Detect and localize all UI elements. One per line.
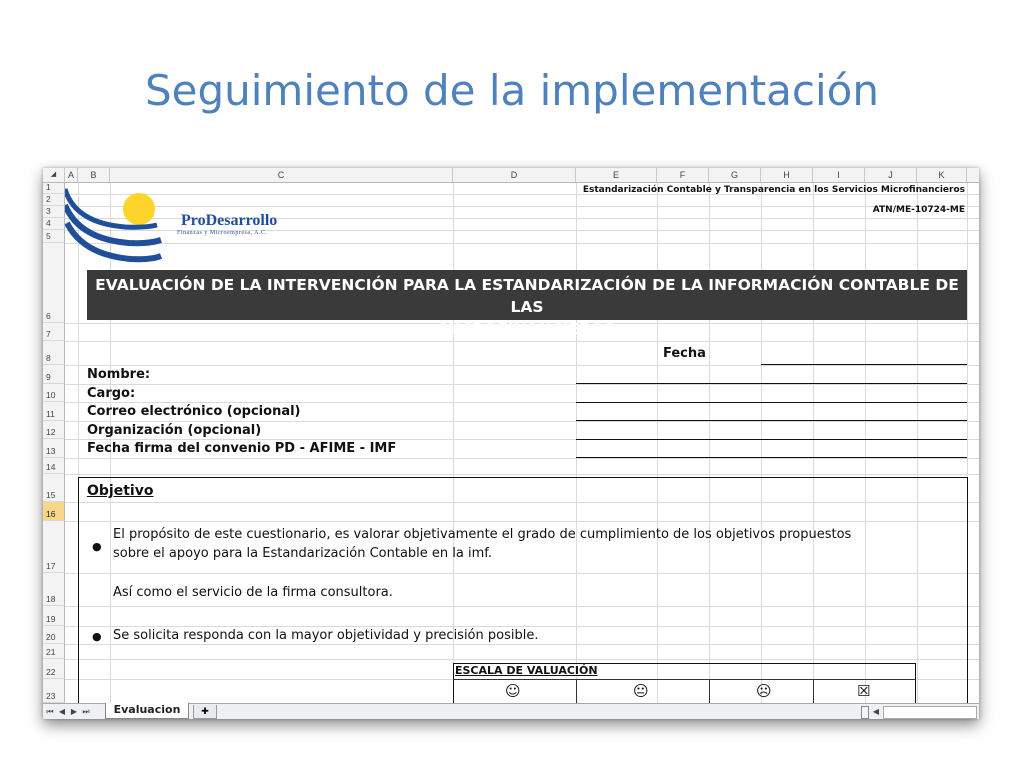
project-code: ATN/ME-10724-ME xyxy=(872,205,965,215)
fecha-label: Fecha xyxy=(663,346,706,361)
frown-face-icon[interactable]: ☹ xyxy=(756,682,772,700)
logo-tagline: Finanzas y Microempresa, A.C. xyxy=(177,230,268,236)
column-header-bar xyxy=(43,168,979,183)
worksheet[interactable] xyxy=(43,168,979,703)
field-label-cargo: Cargo: xyxy=(87,386,136,401)
banner-line-2: MICROFINANCIERAS xyxy=(439,320,615,338)
x-box-icon[interactable]: ☒ xyxy=(857,682,871,700)
column-header-k[interactable]: K xyxy=(917,168,967,182)
column-header-h[interactable]: H xyxy=(761,168,813,182)
row-header[interactable]: 12 xyxy=(43,421,65,439)
sheet-tab-evaluacion[interactable]: Evaluacion xyxy=(105,703,189,719)
row-header[interactable]: 23 xyxy=(43,679,65,703)
column-header-d[interactable]: D xyxy=(453,168,576,182)
column-header-a[interactable]: A xyxy=(65,168,78,182)
fecha-field[interactable] xyxy=(761,364,967,365)
bullet-icon: ● xyxy=(92,540,102,553)
last-sheet-icon[interactable]: ⏭ xyxy=(82,707,90,716)
first-sheet-icon[interactable]: ⏮ xyxy=(46,707,54,716)
row-header[interactable]: 13 xyxy=(43,439,65,458)
objetivo-heading: Objetivo xyxy=(87,483,154,499)
nombre-field[interactable] xyxy=(576,383,967,384)
objetivo-text-line3: Así como el servicio de la firma consultora. xyxy=(113,585,393,600)
smile-icon[interactable]: ☺ xyxy=(505,682,521,700)
row-header[interactable]: 7 xyxy=(43,323,65,341)
select-all-corner[interactable]: ◢ xyxy=(43,168,65,182)
prodesarrollo-logo-icon xyxy=(65,183,185,273)
row-header[interactable]: 14 xyxy=(43,458,65,474)
row-header[interactable]: 2 xyxy=(43,194,65,206)
column-header-f[interactable]: F xyxy=(657,168,709,182)
column-header-g[interactable]: G xyxy=(709,168,761,182)
column-header-c[interactable]: C xyxy=(110,168,453,182)
row-header[interactable]: 9 xyxy=(43,365,65,384)
row-header[interactable]: 10 xyxy=(43,384,65,402)
organizacion-field[interactable] xyxy=(576,439,967,440)
slide-title: Seguimiento de la implementación xyxy=(144,66,879,115)
row-header[interactable]: 8 xyxy=(43,341,65,365)
row-header[interactable]: 1 xyxy=(43,183,65,194)
row-header[interactable]: 4 xyxy=(43,218,65,230)
row-header[interactable]: 6 xyxy=(43,243,65,323)
row-header[interactable]: 11 xyxy=(43,402,65,421)
prev-sheet-icon[interactable]: ◀ xyxy=(58,707,66,716)
objetivo-text-line1: El propósito de este cuestionario, es valorar objetivamente el grado de cumplimiento de los objetivos propuestos xyxy=(113,527,852,542)
neutral-face-icon[interactable]: 😐 xyxy=(633,682,649,700)
row-header[interactable]: 17 xyxy=(43,521,65,573)
column-header-j[interactable]: J xyxy=(865,168,917,182)
scroll-left-icon[interactable]: ◀ xyxy=(872,707,880,716)
split-handle[interactable] xyxy=(861,706,869,719)
instruction-text: Se solicita responda con la mayor objetividad y precisión posible. xyxy=(113,628,539,643)
objetivo-text-line2: sobre el apoyo para la Estandarización Contable en la imf. xyxy=(113,546,493,561)
logo-name: ProDesarrollo xyxy=(181,212,278,229)
escala-heading: ESCALA DE VALUACIÓN xyxy=(455,664,598,677)
sheet-tabs-bar xyxy=(43,703,979,719)
row-header[interactable]: 5 xyxy=(43,230,65,243)
field-label-nombre: Nombre: xyxy=(87,367,151,382)
row-header[interactable]: 19 xyxy=(43,606,65,626)
spreadsheet-screenshot xyxy=(43,168,979,719)
form-title-banner xyxy=(87,270,967,338)
row-header[interactable]: 22 xyxy=(43,659,65,679)
field-label-organizacion: Organización (opcional) xyxy=(87,423,262,438)
project-title: Estandarización Contable y Transparencia en los Servicios Microfinancieros xyxy=(582,185,965,195)
column-header-i[interactable]: I xyxy=(813,168,865,182)
field-label-correo: Correo electrónico (opcional) xyxy=(87,404,301,419)
row-header[interactable]: 15 xyxy=(43,474,65,502)
next-sheet-icon[interactable]: ▶ xyxy=(70,707,78,716)
row-header[interactable]: 3 xyxy=(43,206,65,218)
row-header[interactable]: 18 xyxy=(43,573,65,606)
row-header[interactable]: 20 xyxy=(43,626,65,644)
field-label-fecha-firma: Fecha firma del convenio PD - AFIME - IMF xyxy=(87,441,397,456)
column-header-b[interactable]: B xyxy=(78,168,110,182)
correo-field[interactable] xyxy=(576,420,967,421)
row-header[interactable]: 21 xyxy=(43,644,65,659)
insert-sheet-icon[interactable]: ✚ xyxy=(193,705,217,719)
row-header-selected[interactable]: 16 xyxy=(43,502,65,521)
bullet-icon: ● xyxy=(92,630,102,643)
horizontal-scrollbar[interactable] xyxy=(883,706,977,719)
banner-line-1: EVALUACIÓN DE LA INTERVENCIÓN PARA LA ESTANDARIZACIÓN DE LA INFORMACIÓN CONTABLE DE LAS xyxy=(95,276,959,316)
column-header-e[interactable]: E xyxy=(576,168,657,182)
fecha-firma-field[interactable] xyxy=(576,457,967,458)
cargo-field[interactable] xyxy=(576,402,967,403)
